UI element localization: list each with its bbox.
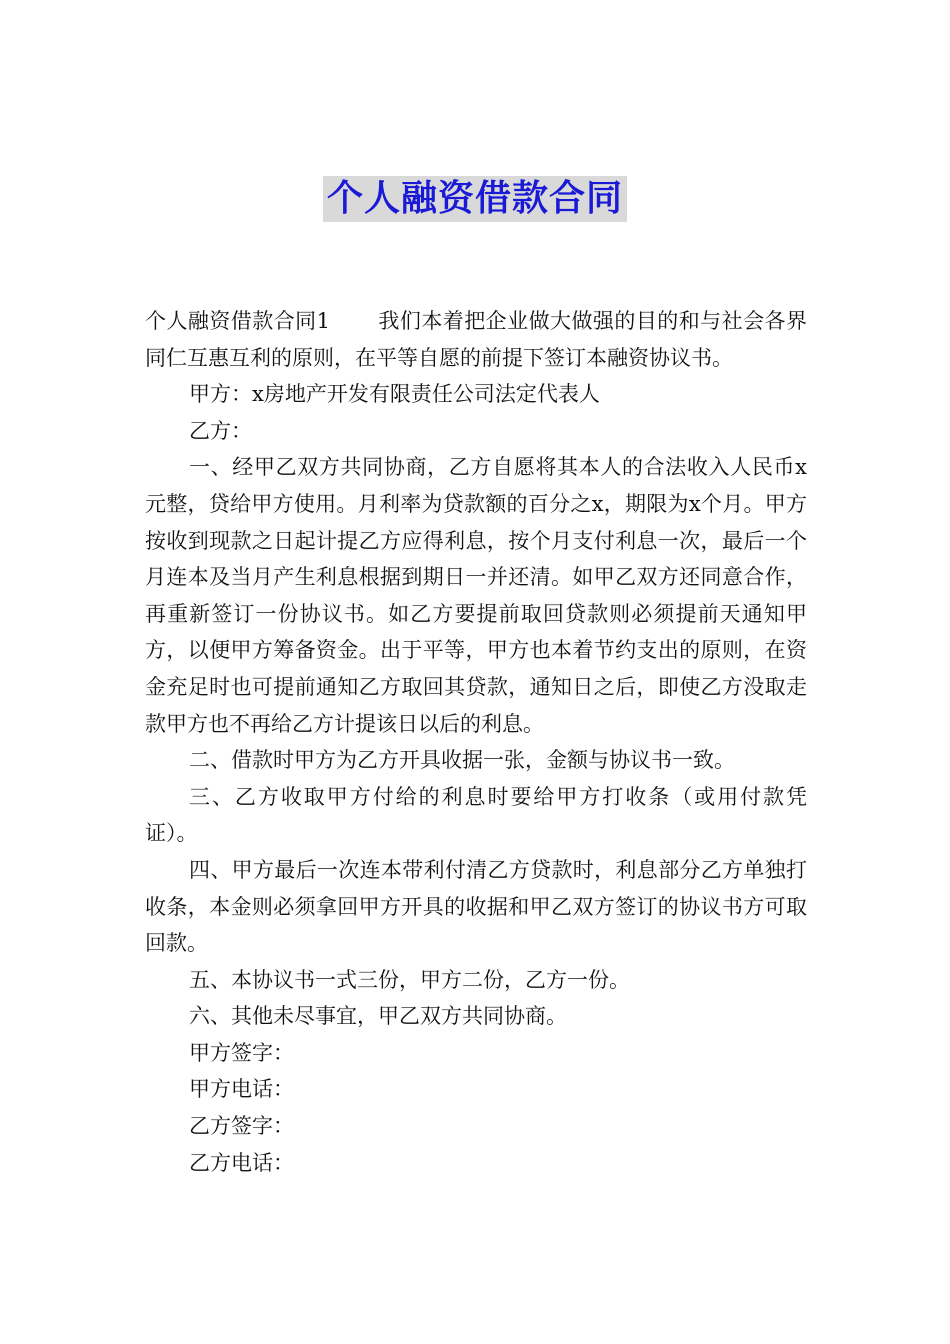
clause-3: 三、乙方收取甲方付给的利息时要给甲方打收条（或用付款凭证）。 bbox=[145, 784, 807, 846]
clause-1: 一、经甲乙双方共同协商，乙方自愿将其本人的合法收入人民币x元整，贷给甲方使用。月利率为贷款额的百分之x，期限为x个月。甲方按收到现款之日起计提乙方应得利息，按个月支付利息一次，最后一个月连本及当月产生利息根据到期日一并还清。如甲乙双方还同意合作，再重新签订一份协议书。如乙方要提前取回贷款则必须提前天通知甲方，以便甲方筹备资金。出于平等，甲方也本着节约支出的原则，在资金充足时也可提前通知乙方取回其贷款，通知日之后，即使乙方没取走款甲方也不再给乙方计提该日以后的利息。 bbox=[145, 455, 807, 736]
intro-heading: 个人融资借款合同1 bbox=[145, 309, 330, 333]
clause-6: 六、其他未尽事宜，甲乙双方共同协商。 bbox=[189, 1004, 567, 1029]
document-body bbox=[145, 303, 807, 1181]
title-container bbox=[0, 176, 950, 222]
party-a-line: 甲方：x房地产开发有限责任公司法定代表人 bbox=[189, 382, 600, 407]
intro-text: 我们本着把企业做大做强的目的和与社会各界同仁互惠互利的原则，在平等自愿的前提下签订本融资协议书。 bbox=[145, 309, 807, 370]
clause-2: 二、借款时甲方为乙方开具收据一张，金额与协议书一致。 bbox=[189, 748, 735, 773]
party-a-phone: 甲方电话： bbox=[189, 1077, 294, 1102]
clause-4: 四、甲方最后一次连本带利付清乙方贷款时，利息部分乙方单独打收条，本金则必须拿回甲方开具的收据和甲乙双方签订的协议书方可取回款。 bbox=[145, 857, 807, 956]
clause-5: 五、本协议书一式三份，甲方二份，乙方一份。 bbox=[189, 967, 630, 992]
intro-paragraph bbox=[145, 303, 807, 376]
party-b-signature: 乙方签字： bbox=[189, 1114, 294, 1139]
party-b-phone: 乙方电话： bbox=[189, 1150, 294, 1175]
party-b-line: 乙方： bbox=[189, 418, 252, 443]
document-title: 个人融资借款合同 bbox=[323, 176, 627, 222]
party-a-signature: 甲方签字： bbox=[189, 1040, 294, 1065]
